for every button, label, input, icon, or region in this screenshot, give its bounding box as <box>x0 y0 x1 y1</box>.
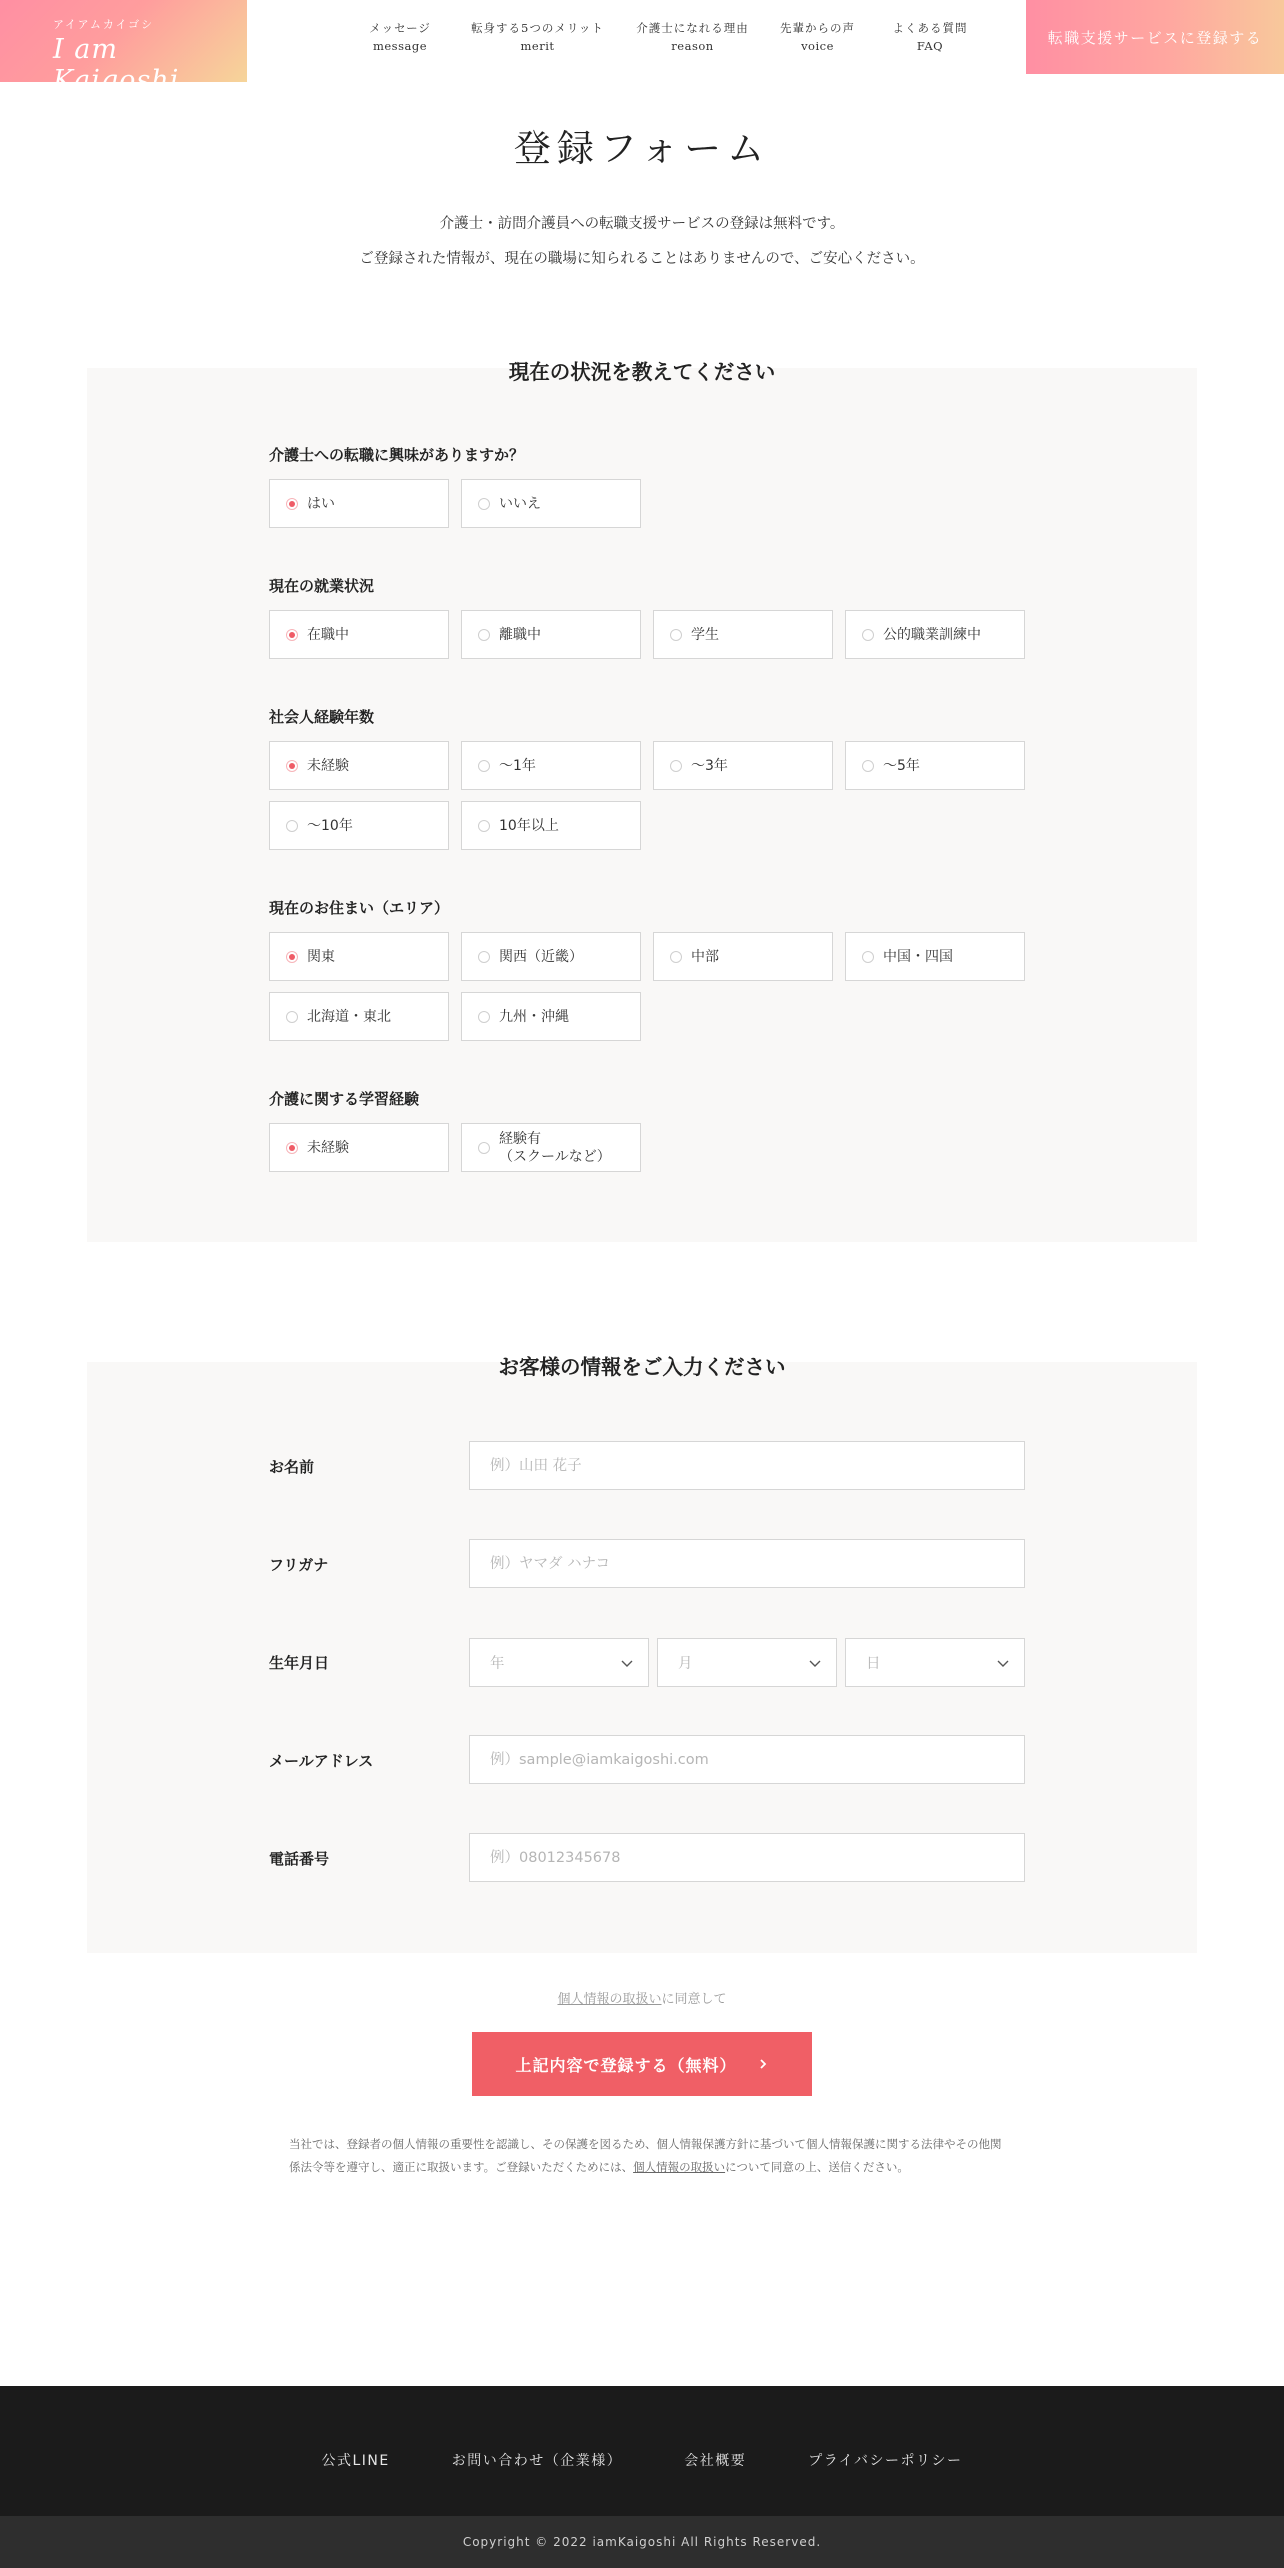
furigana-label: フリガナ <box>269 1556 329 1574</box>
option-label: 関東 <box>307 948 335 965</box>
nav-label: 先輩からの声 <box>780 21 855 35</box>
radio-checked-icon <box>286 498 298 510</box>
radio-checked-icon <box>286 951 298 963</box>
radio-icon <box>478 760 490 772</box>
consent-suffix: に同意して <box>661 1992 727 2007</box>
site-logo[interactable] <box>0 0 247 96</box>
birth-day-select[interactable] <box>845 1638 1025 1687</box>
radio-icon <box>286 1011 298 1023</box>
radio-icon <box>862 760 874 772</box>
option-interest-yes[interactable] <box>269 479 449 528</box>
option-experience-none[interactable] <box>269 741 449 790</box>
page-title: 登録フォーム <box>513 127 771 170</box>
option-label: 〜3年 <box>691 757 728 774</box>
option-experience-3y[interactable] <box>653 741 833 790</box>
option-area-hokkaido-tohoku[interactable] <box>269 992 449 1041</box>
logo-kana: アイアムカイゴシ <box>53 18 155 31</box>
option-employment-unemployed[interactable] <box>461 610 641 659</box>
copyright: Copyright © 2022 iamKaigoshi All Rights Reserved. <box>0 2516 1284 2568</box>
name-input[interactable] <box>469 1441 1025 1490</box>
option-label: 中国・四国 <box>883 948 953 965</box>
footer-link-privacy[interactable]: プライバシーポリシー <box>808 2453 963 2469</box>
option-label: 〜5年 <box>883 757 920 774</box>
radio-icon <box>478 498 490 510</box>
nav-item-faq[interactable] <box>885 20 975 53</box>
radio-icon <box>478 1142 490 1154</box>
option-label: 北海道・東北 <box>307 1008 391 1025</box>
radio-checked-icon <box>286 629 298 641</box>
question-study-label: 介護に関する学習経験 <box>269 1090 420 1108</box>
option-label: 未経験 <box>307 1139 349 1156</box>
radio-icon <box>478 629 490 641</box>
option-area-kanto[interactable] <box>269 932 449 981</box>
submit-button[interactable] <box>472 2032 812 2096</box>
phone-label: 電話番号 <box>269 1850 330 1868</box>
option-label: 在職中 <box>307 626 349 643</box>
select-value: 日 <box>866 1656 881 1672</box>
birthdate-label: 生年月日 <box>269 1654 330 1672</box>
option-experience-10y[interactable] <box>269 801 449 850</box>
option-interest-no[interactable] <box>461 479 641 528</box>
option-area-chubu[interactable] <box>653 932 833 981</box>
site-footer <box>0 2386 1284 2516</box>
chevron-down-icon <box>620 1656 634 1670</box>
footer-links <box>0 2450 1284 2470</box>
option-label: 〜1年 <box>499 757 536 774</box>
radio-icon <box>670 951 682 963</box>
chevron-down-icon <box>808 1656 822 1670</box>
privacy-policy-link[interactable]: 個人情報の取扱い <box>557 1992 662 2007</box>
select-value: 月 <box>678 1656 693 1672</box>
option-study-experienced[interactable] <box>461 1123 641 1172</box>
radio-icon <box>478 951 490 963</box>
option-label: いいえ <box>499 495 541 512</box>
status-panel <box>87 368 1197 1242</box>
birth-month-select[interactable] <box>657 1638 837 1687</box>
radio-icon <box>478 820 490 832</box>
option-label: はい <box>307 495 335 512</box>
consent-text <box>0 1988 1284 2007</box>
radio-icon <box>670 760 682 772</box>
radio-icon <box>862 629 874 641</box>
privacy-note-link[interactable]: 個人情報の取扱い <box>633 2160 726 2174</box>
intro-line-2: ご登録された情報が、現在の職場に知られることはありませんので、ご安心ください。 <box>359 251 925 267</box>
option-area-kansai[interactable] <box>461 932 641 981</box>
footer-link-contact[interactable]: お問い合わせ（企業様） <box>451 2453 623 2469</box>
birth-year-select[interactable] <box>469 1638 649 1687</box>
option-label: 中部 <box>691 948 719 965</box>
intro-text <box>0 207 1284 277</box>
main-nav <box>360 20 975 53</box>
intro-line-1: 介護士・訪問介護員への転職支援サービスの登録は無料です。 <box>439 216 845 232</box>
option-experience-10y-plus[interactable] <box>461 801 641 850</box>
footer-link-line[interactable]: 公式LINE <box>321 2453 390 2469</box>
privacy-note <box>289 2133 1009 2179</box>
option-label: 10年以上 <box>499 817 559 834</box>
site-header <box>0 0 1284 96</box>
info-section-heading: お客様の情報をご入力ください <box>498 1355 786 1379</box>
option-label: 未経験 <box>307 757 349 774</box>
privacy-note-text: 当社では、登録者の個人情報の重要性を認識し、その保護を図るため、個人情報保護方針に基づいて個人情報保護に関する法律やその他関係法令等を遵守し、適正に取扱います。ご登録いただくためには、 <box>289 2137 1002 2174</box>
logo-text: I am Kaigoshi <box>53 34 180 96</box>
register-cta-button[interactable]: 転職支援サービスに登録する <box>1026 0 1284 74</box>
email-input[interactable] <box>469 1735 1025 1784</box>
option-label: 経験有 （スクールなど） <box>499 1130 611 1165</box>
option-area-chugoku-shikoku[interactable] <box>845 932 1025 981</box>
option-label: 〜10年 <box>307 817 353 834</box>
chevron-down-icon <box>996 1656 1010 1670</box>
privacy-note-text-after: について同意の上、送信ください。 <box>725 2160 909 2174</box>
nav-sublabel: message <box>372 39 428 53</box>
option-label: 学生 <box>691 626 719 643</box>
status-section-heading: 現在の状況を教えてください <box>508 360 776 384</box>
radio-icon <box>670 629 682 641</box>
option-experience-1y[interactable] <box>461 741 641 790</box>
email-label: メールアドレス <box>269 1752 374 1770</box>
submit-label: 上記内容で登録する（無料） <box>515 2057 737 2075</box>
option-label: 離職中 <box>499 626 541 643</box>
select-value: 年 <box>490 1656 505 1672</box>
phone-input[interactable] <box>469 1833 1025 1882</box>
name-label: お名前 <box>269 1458 315 1476</box>
option-employment-training[interactable] <box>845 610 1025 659</box>
option-employment-employed[interactable] <box>269 610 449 659</box>
radio-icon <box>478 1011 490 1023</box>
question-interest-label: 介護士への転職に興味がありますか？ <box>269 446 525 464</box>
option-label: 公的職業訓練中 <box>883 626 981 643</box>
nav-item-merit[interactable] <box>470 20 605 53</box>
nav-label: メッセージ <box>369 21 431 35</box>
nav-item-voice[interactable] <box>775 20 860 53</box>
radio-checked-icon <box>286 760 298 772</box>
option-label: 九州・沖縄 <box>499 1008 569 1025</box>
radio-icon <box>286 820 298 832</box>
nav-sublabel: voice <box>801 39 834 53</box>
option-area-kyushu-okinawa[interactable] <box>461 992 641 1041</box>
nav-label: 介護士になれる理由 <box>636 21 749 35</box>
footer-link-company[interactable]: 会社概要 <box>684 2453 747 2469</box>
nav-item-message[interactable] <box>360 20 440 53</box>
option-label: 関西（近畿） <box>499 948 583 965</box>
nav-label: よくある質問 <box>892 21 968 35</box>
nav-sublabel: reason <box>671 39 714 53</box>
option-employment-student[interactable] <box>653 610 833 659</box>
radio-checked-icon <box>286 1142 298 1154</box>
option-experience-5y[interactable] <box>845 741 1025 790</box>
chevron-right-icon <box>757 2058 769 2070</box>
question-employment-label: 現在の就業状況 <box>269 577 375 595</box>
question-experience-label: 社会人経験年数 <box>269 708 375 726</box>
option-study-none[interactable] <box>269 1123 449 1172</box>
question-area-label: 現在のお住まい（エリア） <box>269 899 450 917</box>
nav-label: 転身する5つのメリット <box>471 21 604 35</box>
nav-item-reason[interactable] <box>635 20 750 53</box>
nav-sublabel: merit <box>520 39 555 53</box>
radio-icon <box>862 951 874 963</box>
nav-sublabel: FAQ <box>916 39 944 53</box>
furigana-input[interactable] <box>469 1539 1025 1588</box>
